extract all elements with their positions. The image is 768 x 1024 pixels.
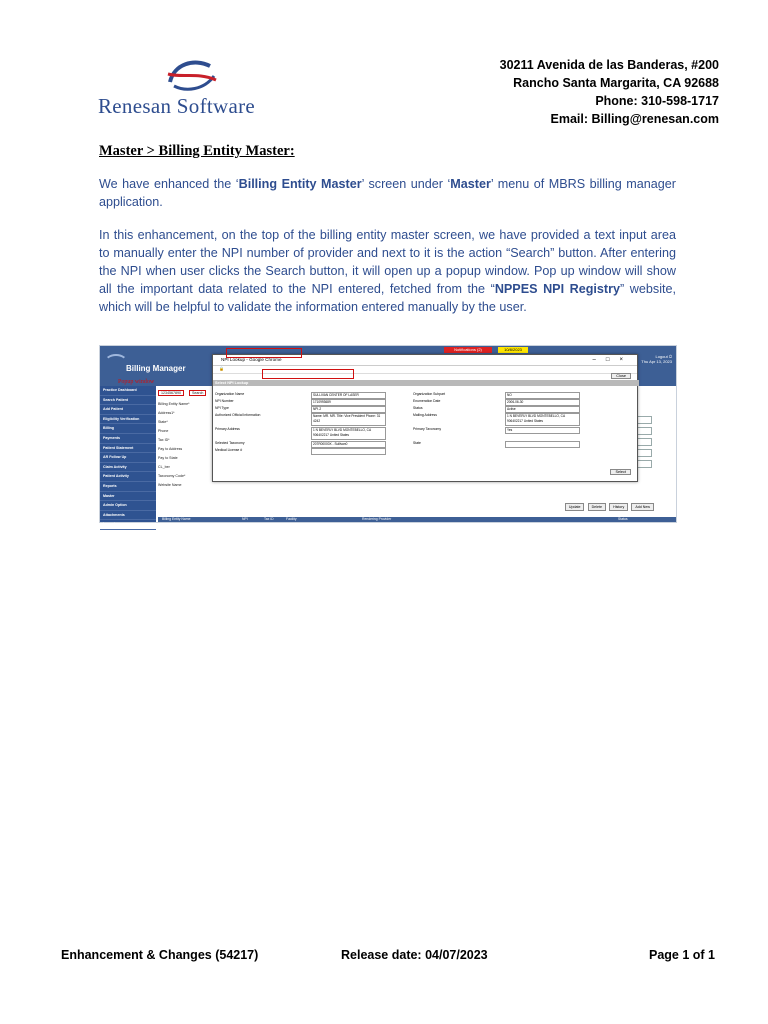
npi-label: Enumeration Date	[413, 399, 441, 403]
popup-band: Select NPI Lookup	[213, 380, 639, 386]
sidebar-item[interactable]: Practice Dashboard	[100, 386, 156, 396]
footer-release-date: Release date: 04/07/2023	[341, 948, 488, 962]
npi-label: State	[413, 441, 421, 445]
lock-icon: 🔒	[213, 366, 637, 374]
npi-value	[505, 441, 580, 448]
sidebar-item[interactable]: Payments	[100, 434, 156, 444]
npi-value: NO	[505, 392, 580, 399]
p1-text-a: We have enhanced the ‘	[99, 177, 239, 191]
npi-value: SULLIVAN CENTER OF LASER	[311, 392, 386, 399]
email-line: Email: Billing@renesan.com	[550, 112, 719, 126]
contact-block	[500, 56, 719, 128]
address-line-1: 30211 Avenida de las Banderas, #200	[499, 58, 719, 72]
p2-text-c: ” website, which will be helpful to validate the information entered manually by the user.	[99, 282, 676, 314]
action-buttons	[563, 503, 654, 511]
app-name: Billing Manager	[126, 364, 186, 373]
section-heading: Master > Billing Entity Master:	[99, 143, 295, 159]
app-sidebar	[100, 386, 156, 527]
p1-bold-billing-entity: Billing Entity Master	[238, 177, 362, 191]
footer-left: Enhancement & Changes (54217)	[61, 948, 259, 962]
popup-annotation-label: Popup window	[118, 379, 155, 385]
npi-label: Status	[413, 406, 423, 410]
sidebar-item[interactable]: Billing	[100, 424, 156, 434]
npi-label: Mailing Address	[413, 413, 437, 417]
form-label: Taxonomy Code*	[158, 474, 186, 478]
annotation-box	[262, 369, 354, 379]
npi-label: Authorized Official Information	[215, 413, 261, 417]
npi-row	[215, 427, 633, 441]
notifications-tag[interactable]: Notifications (2)	[444, 347, 492, 353]
grid-col-header: Rendering Provider	[362, 517, 392, 521]
current-date: Thu Apr 13, 2023	[641, 359, 672, 364]
annotation-box	[226, 348, 302, 358]
app-screenshot	[99, 345, 677, 527]
sidebar-item[interactable]: Claim Activity	[100, 463, 156, 473]
npi-label: NPI Number	[215, 399, 234, 403]
paragraph-1	[99, 175, 676, 211]
status-tag: 10/8/2023	[498, 347, 528, 353]
npi-value: 2006-06-30	[505, 399, 580, 406]
sidebar-item[interactable]: Attachments	[100, 511, 156, 521]
npi-search-button[interactable]: Search	[189, 390, 206, 396]
npi-value: 1 N BEVERLY BLVD MONTEBELLO, CA 906402217 United States	[505, 413, 580, 426]
logout-link[interactable]: Logout ⏻	[655, 354, 672, 359]
npi-value: NPI-2	[311, 406, 386, 413]
npi-label: Primary Address	[215, 427, 240, 431]
npi-row	[215, 406, 633, 413]
sidebar-item[interactable]: Search Patient	[100, 396, 156, 406]
grid-col-header: Billing Entity Name	[162, 517, 191, 521]
sidebar-item[interactable]: Admin Option	[100, 501, 156, 511]
form-label: Pay to Address	[158, 447, 183, 451]
paragraph-2	[99, 226, 676, 316]
npi-value: Name: MR. MR. Title: Vice President Phone: 31 4242	[311, 413, 386, 426]
sidebar-item[interactable]: Logout	[100, 520, 156, 530]
npi-row	[215, 448, 633, 455]
sidebar-item[interactable]: Add Patient	[100, 405, 156, 415]
footer-page-number: Page 1 of 1	[649, 948, 715, 962]
npi-value: 207R00000X - Sullivan0	[311, 441, 386, 448]
app-logo-icon	[104, 354, 128, 372]
npi-value: Active	[505, 406, 580, 413]
npi-row	[215, 392, 633, 399]
sidebar-item[interactable]: Reports	[100, 482, 156, 492]
sidebar-item[interactable]: Eligibility Verification	[100, 415, 156, 425]
npi-label: Organization Name	[215, 392, 245, 396]
grid-col-header: Facility	[286, 517, 297, 521]
npi-value: Yes	[505, 427, 580, 434]
sidebar-item[interactable]: Patient Activity	[100, 472, 156, 482]
npi-details-grid	[215, 392, 633, 455]
popup-close-button[interactable]: Close	[611, 373, 631, 379]
npi-row	[215, 413, 633, 427]
history-button[interactable]: History	[609, 503, 628, 511]
update-button[interactable]: Update	[565, 503, 585, 511]
form-label: CL_ber	[158, 465, 170, 469]
form-label: Tax ID*	[158, 438, 170, 442]
form-label: Phone	[158, 429, 169, 433]
add-new-button[interactable]: Add New	[631, 503, 654, 511]
delete-button[interactable]: Delete	[588, 503, 606, 511]
npi-value: 1710993689	[311, 399, 386, 406]
form-label: Billing Entity Name*	[158, 402, 190, 406]
logout-area[interactable]	[641, 354, 672, 364]
p1-bold-master: Master	[450, 177, 491, 191]
swoosh-logo-icon	[164, 56, 220, 94]
phone-line: Phone: 310-598-1717	[595, 94, 719, 108]
sidebar-item[interactable]: AR Follow Up	[100, 453, 156, 463]
npi-label: NPI Type	[215, 406, 229, 410]
p2-text-a: In this enhancement, on the top of the billing entity master screen, we have provided a text input area to manually enter the NPI number of provider and next to it is the action “Search” button. After entering the NPI when user clicks the Search button, it will open up a popup window. Pop up window will show all the important data related to the NPI entered, fetched from the “	[99, 228, 676, 296]
form-label: Address1*	[158, 411, 175, 415]
form-label: Pay to State	[158, 456, 178, 460]
npi-label: Primary Taxonomy	[413, 427, 442, 431]
sidebar-item[interactable]: Patient Statement	[100, 444, 156, 454]
npi-label: Organization Subpart	[413, 392, 446, 396]
npi-search-input[interactable]: 1234567890	[158, 390, 184, 396]
company-logo	[96, 56, 296, 120]
sidebar-item[interactable]: Master	[100, 492, 156, 502]
billing-entity-form	[158, 386, 214, 490]
grid-header	[158, 517, 676, 522]
form-label: Website Name	[158, 483, 182, 487]
grid-col-header: Status	[618, 517, 628, 521]
grid-col-header: NPI	[242, 517, 248, 521]
p2-bold-nppes: NPPES NPI Registry	[494, 282, 621, 296]
window-controls[interactable]: –□×	[592, 357, 633, 363]
popup-select-button[interactable]: Select	[610, 469, 631, 475]
npi-row	[215, 441, 633, 448]
form-label: State*	[158, 420, 168, 424]
npi-value	[311, 448, 386, 455]
npi-value: 1 N BEVERLY BLVD MONTEBELLO, CA 906402217 United States	[311, 427, 386, 440]
logo-text: Renesan Software	[98, 94, 255, 118]
grid-col-header: Tax ID	[264, 517, 274, 521]
npi-label: Selected Taxonomy	[215, 441, 245, 445]
p1-text-e: ’ menu of MBRS billing manager application.	[99, 177, 676, 209]
address-line-2: Rancho Santa Margarita, CA 92688	[513, 76, 719, 90]
npi-row	[215, 399, 633, 406]
popup-title: NPI Lookup - Google Chrome	[221, 357, 282, 362]
p1-text-c: ’ screen under ‘	[361, 177, 451, 191]
npi-label: Medical License #	[215, 448, 243, 452]
